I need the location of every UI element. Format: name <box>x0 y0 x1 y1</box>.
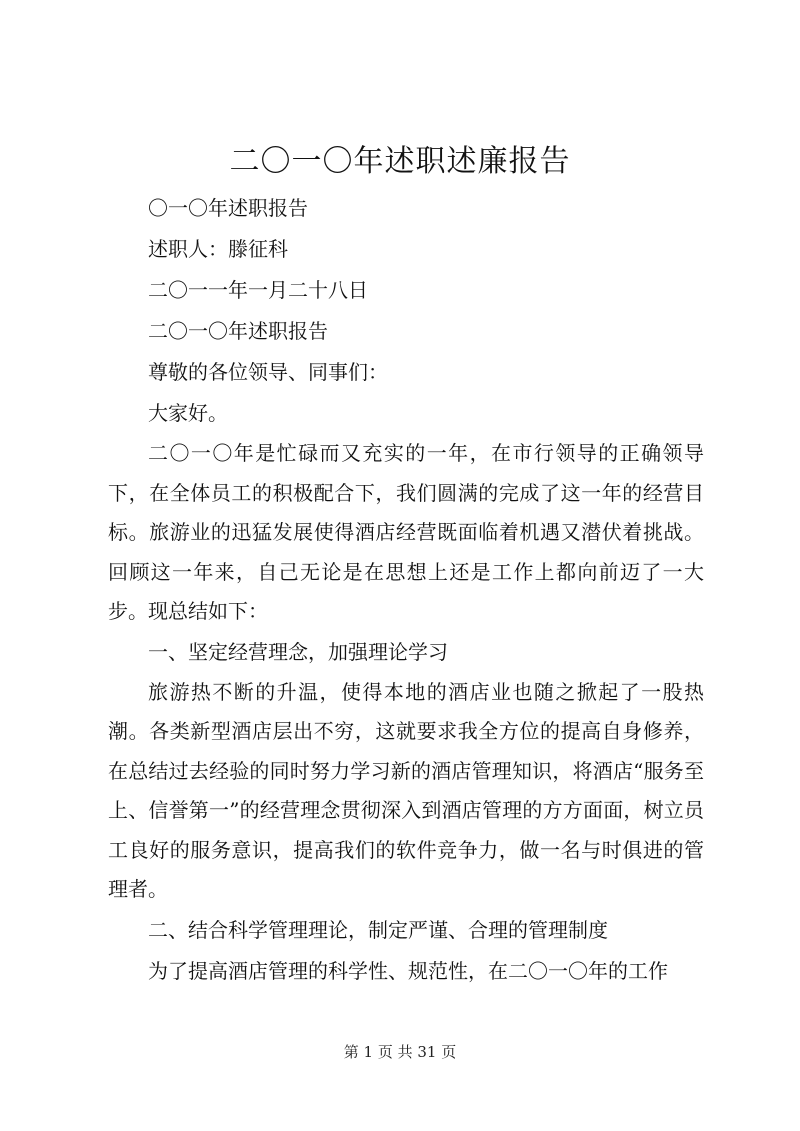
paragraph-greeting: 大家好。 <box>148 401 228 425</box>
section-heading-2: 二、结合科学管理理论，制定严谨、合理的管理制度 <box>148 917 608 942</box>
section-heading-1: 一、坚定经营理念，加强理论学习 <box>148 639 448 664</box>
paragraph-section-1: 旅游热不断的升温，使得本地的酒店业也随之掀起了一股热潮。各类新型酒店层出不穷，这就要求我全方位的提高自身修养，在总结过去经验的同时努力学习新的酒店管理知识，将酒店“服务至上、信誉第一”的经营理念贯彻深入到酒店管理的方方面面，树立员工良好的服务意识，提高我们的软件竞争力，做一名与时俱进的管理者。 <box>108 679 704 901</box>
paragraph-date: 二〇一一年一月二十八日 <box>148 278 368 302</box>
document-body <box>108 188 704 992</box>
page-number-footer: 第 1 页 共 31 页 <box>343 1043 457 1061</box>
paragraph-report-heading: 二〇一〇年述职报告 <box>148 319 328 343</box>
paragraph-section-2: 为了提高酒店管理的科学性、规范性，在二〇一〇年的工作 <box>148 958 668 983</box>
paragraph-author: 述职人：滕征科 <box>148 237 288 261</box>
paragraph-intro: 二〇一〇年是忙碌而又充实的一年，在市行领导的正确领导下，在全体员工的积极配合下，我们圆满的完成了这一年的经营目标。旅游业的迅猛发展使得酒店经营既面临着机遇又潜伏着挑战。回顾这一年来，自己无论是在思想上还是工作上都向前迈了一大步。现总结如下： <box>108 441 704 623</box>
paragraph-subtitle: 〇一〇年述职报告 <box>148 196 308 220</box>
paragraph-salutation: 尊敬的各位领导、同事们： <box>148 360 388 384</box>
document-title: 二〇一〇年述职述廉报告 <box>229 144 571 179</box>
